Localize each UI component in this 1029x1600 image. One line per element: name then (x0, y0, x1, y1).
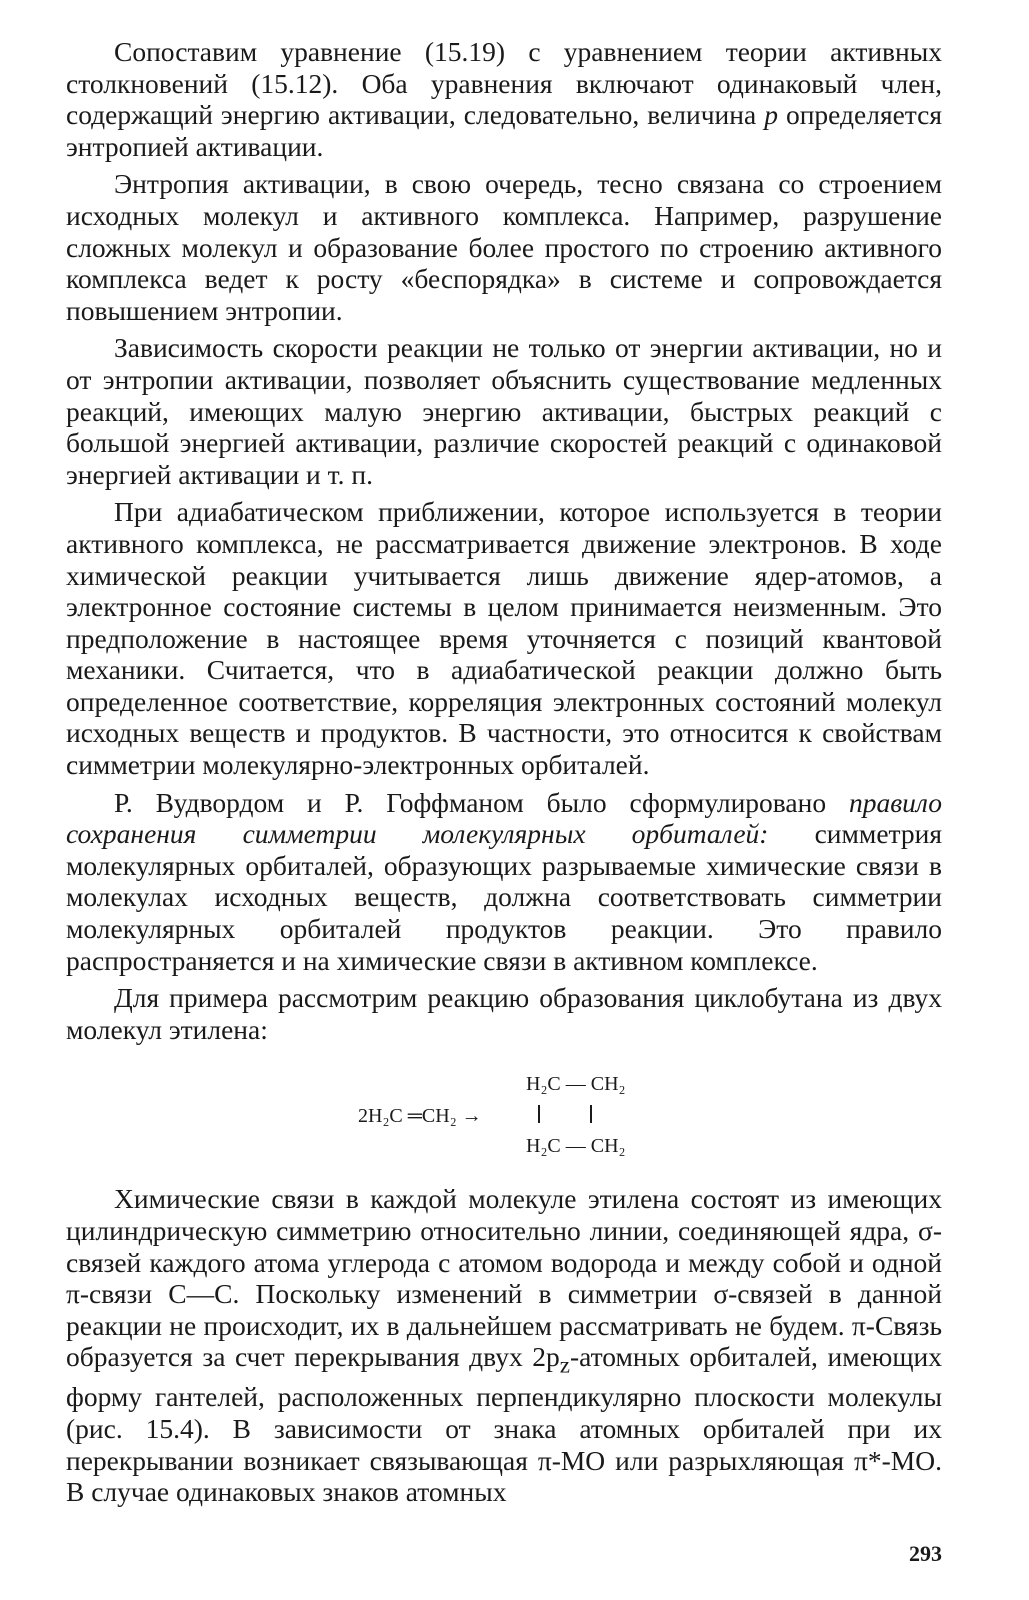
paragraph-6: Для примера рассмотрим реакцию образования циклобутана из двух молекул этилена: (66, 982, 942, 1045)
paragraph-1-end: определяется энтропией активации. (66, 99, 943, 162)
paragraph-5-end: симметрия молекулярных орбиталей, образующих разрываемые химические связи в молекулах исходных веществ, должна соответствовать симметрии молекулярных орбиталей продуктов реакции. Это правило распространяется и на химические связи в активном комплексе. (66, 818, 942, 976)
paragraph-5-start: Р. Вудвордом и Р. Гоффманом было сформулировано (114, 786, 827, 818)
paragraph-5 (66, 787, 942, 977)
text-block (66, 36, 942, 1514)
formula-reactants: 2H₂C ═CH₂ → (358, 1105, 482, 1128)
formula-product-bottom: H₂C — CH₂ (526, 1135, 626, 1158)
formula-bond-right (590, 1105, 592, 1123)
paragraph-4: При адиабатическом приближении, которое используется в теории активного комплекса, не рассматривается движение электронов. В ходе химической реакции учитывается лишь движение ядер-атомов, а электронное состояние системы в целом принимается неизменным. Это предположение в настоящее время уточняется с позиций квантовой механики. Считается, что в адиабатической реакции должно быть определенное соответствие, корреляция электронных состояний молекул исходных веществ и продуктов. В частности, это относится к свойствам симметрии молекулярно-электронных орбиталей. (66, 496, 942, 781)
paragraph-7-end: -атомных орбиталей, имеющих форму гантелей, расположенных перпендикулярно плоскости молекулы (рис. 15.4). В зависимости от знака атомных орбиталей при их перекрывании возникает связывающая π-МО или разрыхляющая π*-МО. В случае одинаковых знаков атомных (66, 1341, 942, 1508)
page-number: 293 (909, 1541, 942, 1566)
paragraph-1-text: Сопоставим уравнение (15.19) с уравнением теории активных столкновений (15.12). Оба уравнения включают одинаковый член, содержащий энергию активации, следовательно, величина (66, 36, 942, 131)
paragraph-7-start: Химические связи в каждой молекуле этилена состоят из имеющих цилиндрическую симметрию относительно линии, соединяющей ядра, σ-связей каждого атома углерода с атомом водорода и между собой и одной π-связи С—С. Поскольку изменений в симметрии σ-связей в данной реакции не происходит, их в дальнейшем рассматривать не будем. π-Связь образуется за счет перекрывания двух 2p (66, 1183, 942, 1373)
paragraph-1 (66, 36, 942, 162)
reaction-formula (66, 1055, 942, 1173)
paragraph-7 (66, 1183, 942, 1507)
formula-bond-left (538, 1105, 540, 1123)
variable-p: p (764, 99, 778, 131)
formula-product-top: H₂C — CH₂ (526, 1073, 626, 1096)
paragraph-3: Зависимость скорости реакции не только от энергии активации, но и от энтропии активации, позволяет объяснить существование медленных реакций, имеющих малую энергию активации, быстрых реакций с большой энергией активации, различие скоростей реакций с одинаковой энергией активации и т. п. (66, 332, 942, 490)
rule-name: правило сохранения симметрии молекулярных орбиталей: (66, 786, 942, 850)
subscript-z: z (559, 1352, 570, 1378)
paragraph-2: Энтропия активации, в свою очередь, тесно связана со строением исходных молекул и активного комплекса. Например, разрушение сложных молекул и образование более простого по строению активного комплекса ведет к росту «беспорядка» в системе и сопровождается повышением энтропии. (66, 168, 942, 326)
